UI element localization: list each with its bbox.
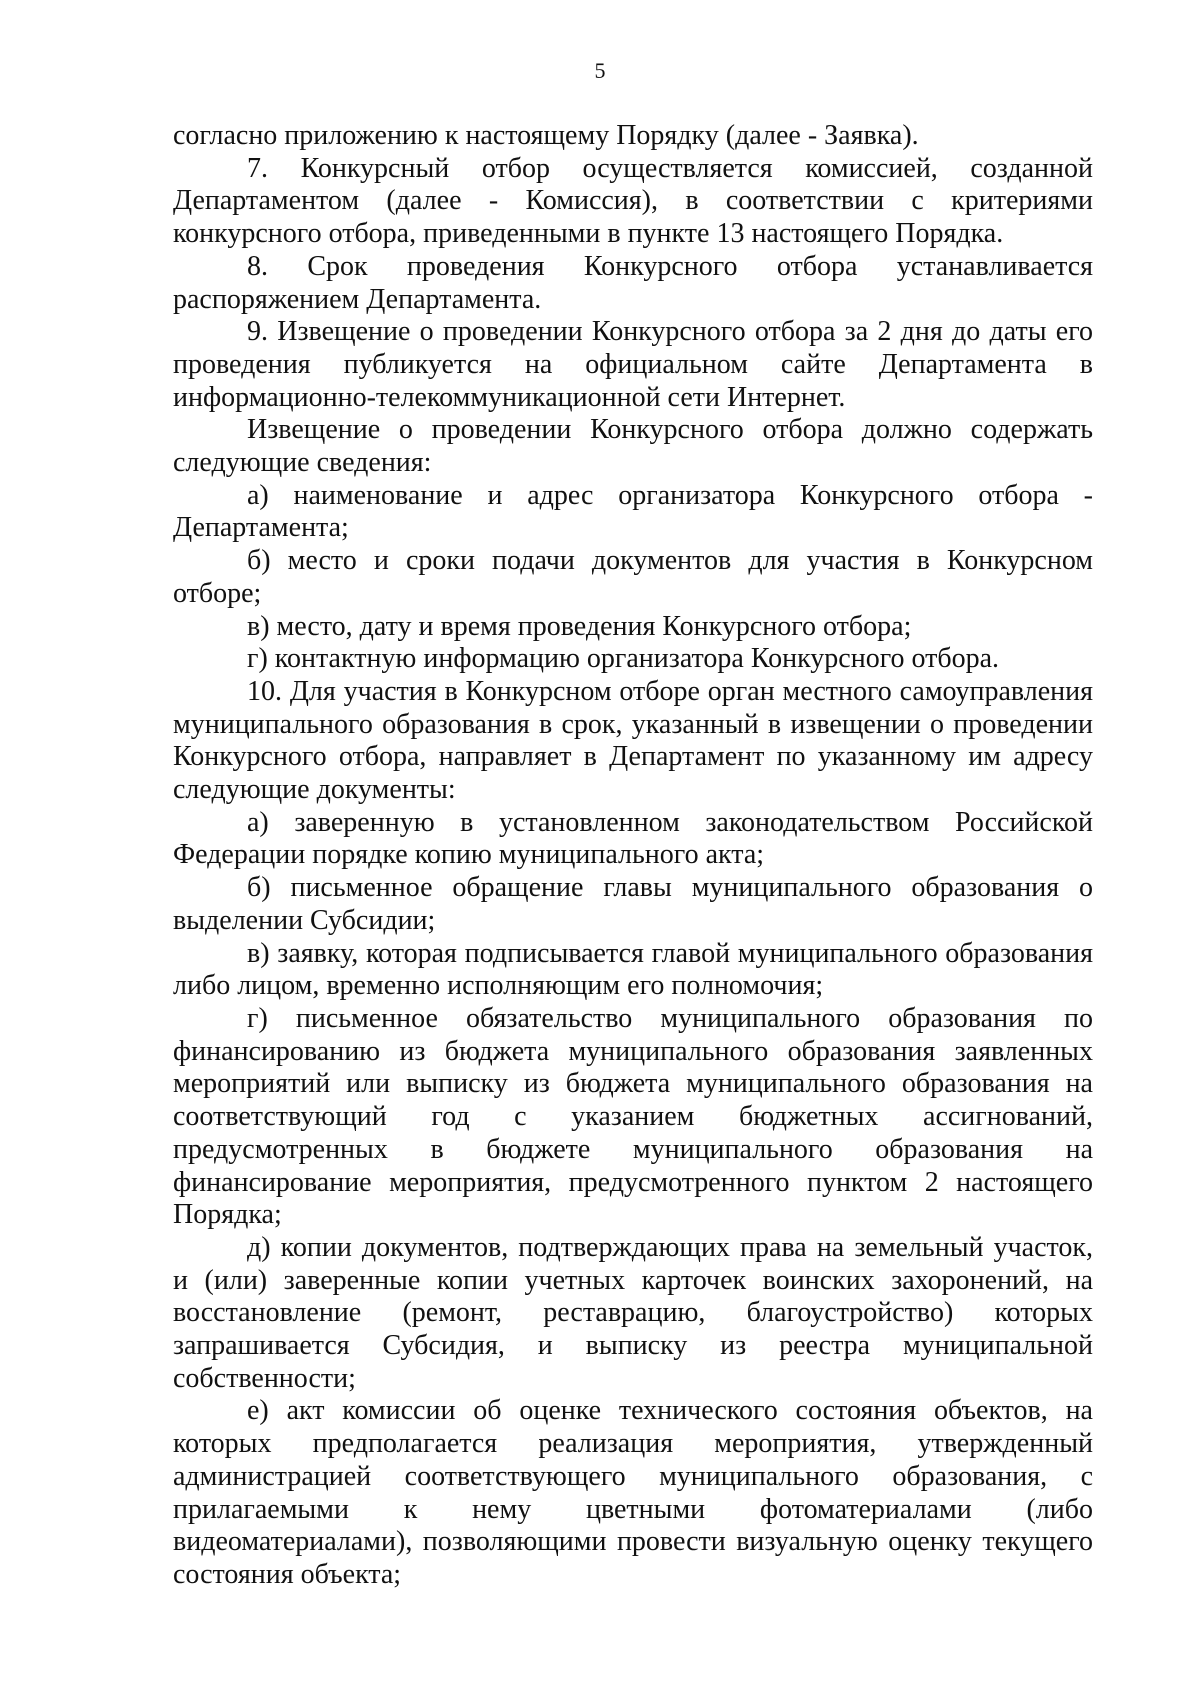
document-body bbox=[173, 120, 1093, 1592]
paragraph: б) письменное обращение главы муниципального образования о выделении Субсидии; bbox=[173, 872, 1093, 936]
paragraph: согласно приложению к настоящему Порядку (далее - Заявка). bbox=[173, 120, 919, 151]
paragraph: а) заверенную в установленном законодательством Российской Федерации порядке копию муниципального акта; bbox=[173, 806, 1093, 871]
paragraph: б) место и сроки подачи документов для участия в Конкурсном отборе; bbox=[173, 545, 1093, 609]
paragraph: в) заявку, которая подписывается главой муниципального образования либо лицом, временно исполняющим его полномочия; bbox=[173, 937, 1093, 1002]
paragraph: в) место, дату и время проведения Конкурсного отбора; bbox=[247, 610, 912, 642]
paragraph: 8. Срок проведения Конкурсного отбора устанавливается распоряжением Департамента. bbox=[173, 250, 1093, 315]
paragraph: а) наименование и адрес организатора Конкурсного отбора - Департамента; bbox=[173, 479, 1093, 544]
page-number: 5 bbox=[594, 58, 606, 83]
paragraph: д) копии документов, подтверждающих права на земельный участок, и (или) заверенные копии учетных карточек воинских захоронений, на восстановление (ремонт, реставрацию, благоустройство) которых запрашивается Субсидия, и выписку из реестра муниципальной собственности; bbox=[173, 1231, 1093, 1394]
paragraph: е) акт комиссии об оценке технического состояния объектов, на которых предполагается реализация мероприятия, утвержденный администрацией соответствующего муниципального образования, с прилагаемыми к нему цветными фотоматериалами (либо видеоматериалами), позволяющими провести визуальную оценку текущего состояния объекта; bbox=[173, 1395, 1093, 1590]
paragraph: 10. Для участия в Конкурсном отборе орган местного самоуправления муниципального образования в срок, указанный в извещении о проведении Конкурсного отбора, направляет в Департамент по указанному им адресу следующие документы: bbox=[173, 675, 1093, 806]
paragraph: Извещение о проведении Конкурсного отбора должно содержать следующие сведения: bbox=[173, 414, 1093, 479]
paragraph: 9. Извещение о проведении Конкурсного отбора за 2 дня до даты его проведения публикуется на официальном сайте Департамента в информационно-телекоммуникационной сети Интернет. bbox=[173, 316, 1093, 413]
paragraph: г) контактную информацию организатора Конкурсного отбора. bbox=[247, 643, 1000, 675]
paragraph: 7. Конкурсный отбор осуществляется комиссией, созданной Департаментом (далее - Комиссия), в соответствии с критериями конкурсного отбора, приведенными в пункте 13 настоящего Порядка. bbox=[173, 152, 1093, 250]
paragraph: г) письменное обязательство муниципального образования по финансированию из бюджета муниципального образования заявленных мероприятий или выписку из бюджета муниципального образования на соответствующий год с указанием бюджетных ассигнований, предусмотренных в бюджете муниципального образования на финансирование мероприятия, предусмотренного пунктом 2 настоящего Порядка; bbox=[173, 1002, 1093, 1231]
